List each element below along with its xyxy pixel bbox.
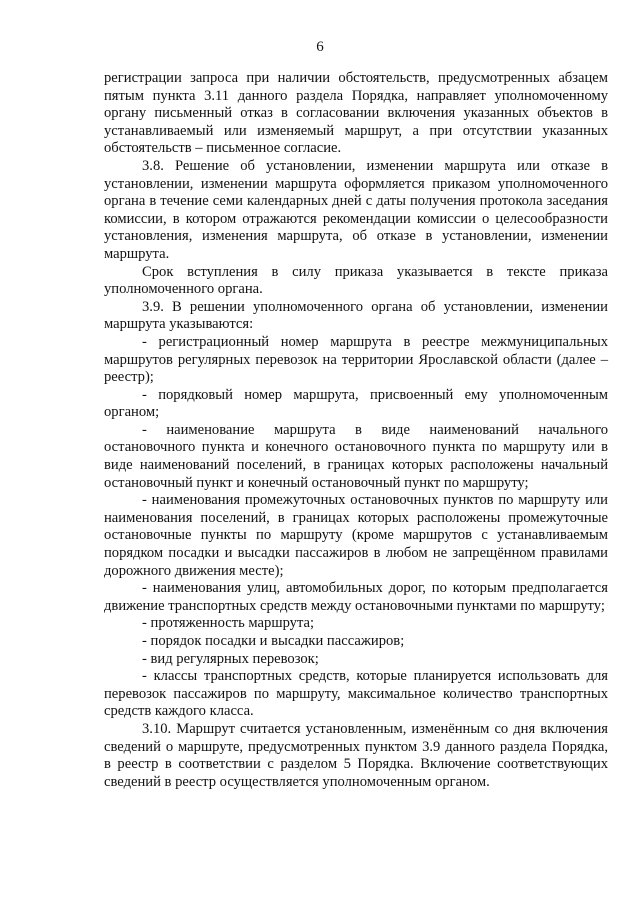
- document-body: [104, 70, 608, 791]
- paragraph-3-9: 3.9. В решении уполномоченного органа об установлении, изменении маршрута указываются:: [104, 298, 608, 333]
- list-item-registration-number: - регистрационный номер маршрута в реестре межмуниципальных маршрутов регулярных перевозок на территории Ярославской области (далее – реестр);: [104, 333, 608, 386]
- paragraph-continuation: регистрации запроса при наличии обстоятельств, предусмотренных абзацем пятым пункта 3.11 данного раздела Порядка, направляет уполномоченному органу письменный отказ в согласовании включения указанных объектов в устанавливаемый или изменяемый маршрут, а при отсутствии указанных обстоятельств – письменное согласие.: [104, 70, 608, 157]
- page-number: 6: [316, 39, 324, 55]
- list-item-route-name: - наименование маршрута в виде наименований начального остановочного пункта и конечного остановочного пункта по маршруту или в виде наименований поселений, в границах которых расположены начальный остановочный пункт и конечный остановочный пункт по маршруту;: [104, 421, 608, 491]
- list-item-intermediate-stops: - наименования промежуточных остановочных пунктов по маршруту или наименования поселений, в границах которых расположены промежуточные остановочные пункты по маршруту (кроме маршрутов с устанавливаемым порядком посадки и высадки пассажиров в любом не запрещённом правилами дорожного движения месте);: [104, 492, 608, 579]
- paragraph-effective-date: Срок вступления в силу приказа указывается в тексте приказа уполномоченного органа.: [104, 263, 608, 298]
- list-item-transport-type: - вид регулярных перевозок;: [142, 650, 319, 667]
- paragraph-3-8: 3.8. Решение об установлении, изменении маршрута или отказе в установлении, изменении маршрута оформляется приказом уполномоченного органа в течение семи календарных дней с даты получения протокола заседания комиссии, в котором отражаются рекомендации комиссии о целесообразности установления, изменения маршрута, об отказе в установлении, изменении маршрута.: [104, 157, 608, 262]
- list-item-streets: - наименования улиц, автомобильных дорог, по которым предполагается движение транспортных средств между остановочными пунктами по маршруту;: [104, 580, 608, 614]
- list-item-serial-number: - порядковый номер маршрута, присвоенный ему уполномоченным органом;: [104, 386, 608, 421]
- list-item-boarding-order: - порядок посадки и высадки пассажиров;: [142, 633, 405, 649]
- paragraph-3-10: 3.10. Маршрут считается установленным, изменённым со дня включения сведений о маршруте, предусмотренных пунктом 3.9 данного раздела Порядка, в реестр в соответствии с разделом 5 Порядка. Включение соответствующих сведений в реестр осуществляется уполномоченным органом.: [104, 720, 608, 790]
- list-item-vehicle-classes: - классы транспортных средств, которые планируется использовать для перевозок пассажиров по маршруту, максимальное количество транспортных средств каждого класса.: [104, 668, 608, 720]
- list-item-length: - протяженность маршрута;: [142, 615, 315, 632]
